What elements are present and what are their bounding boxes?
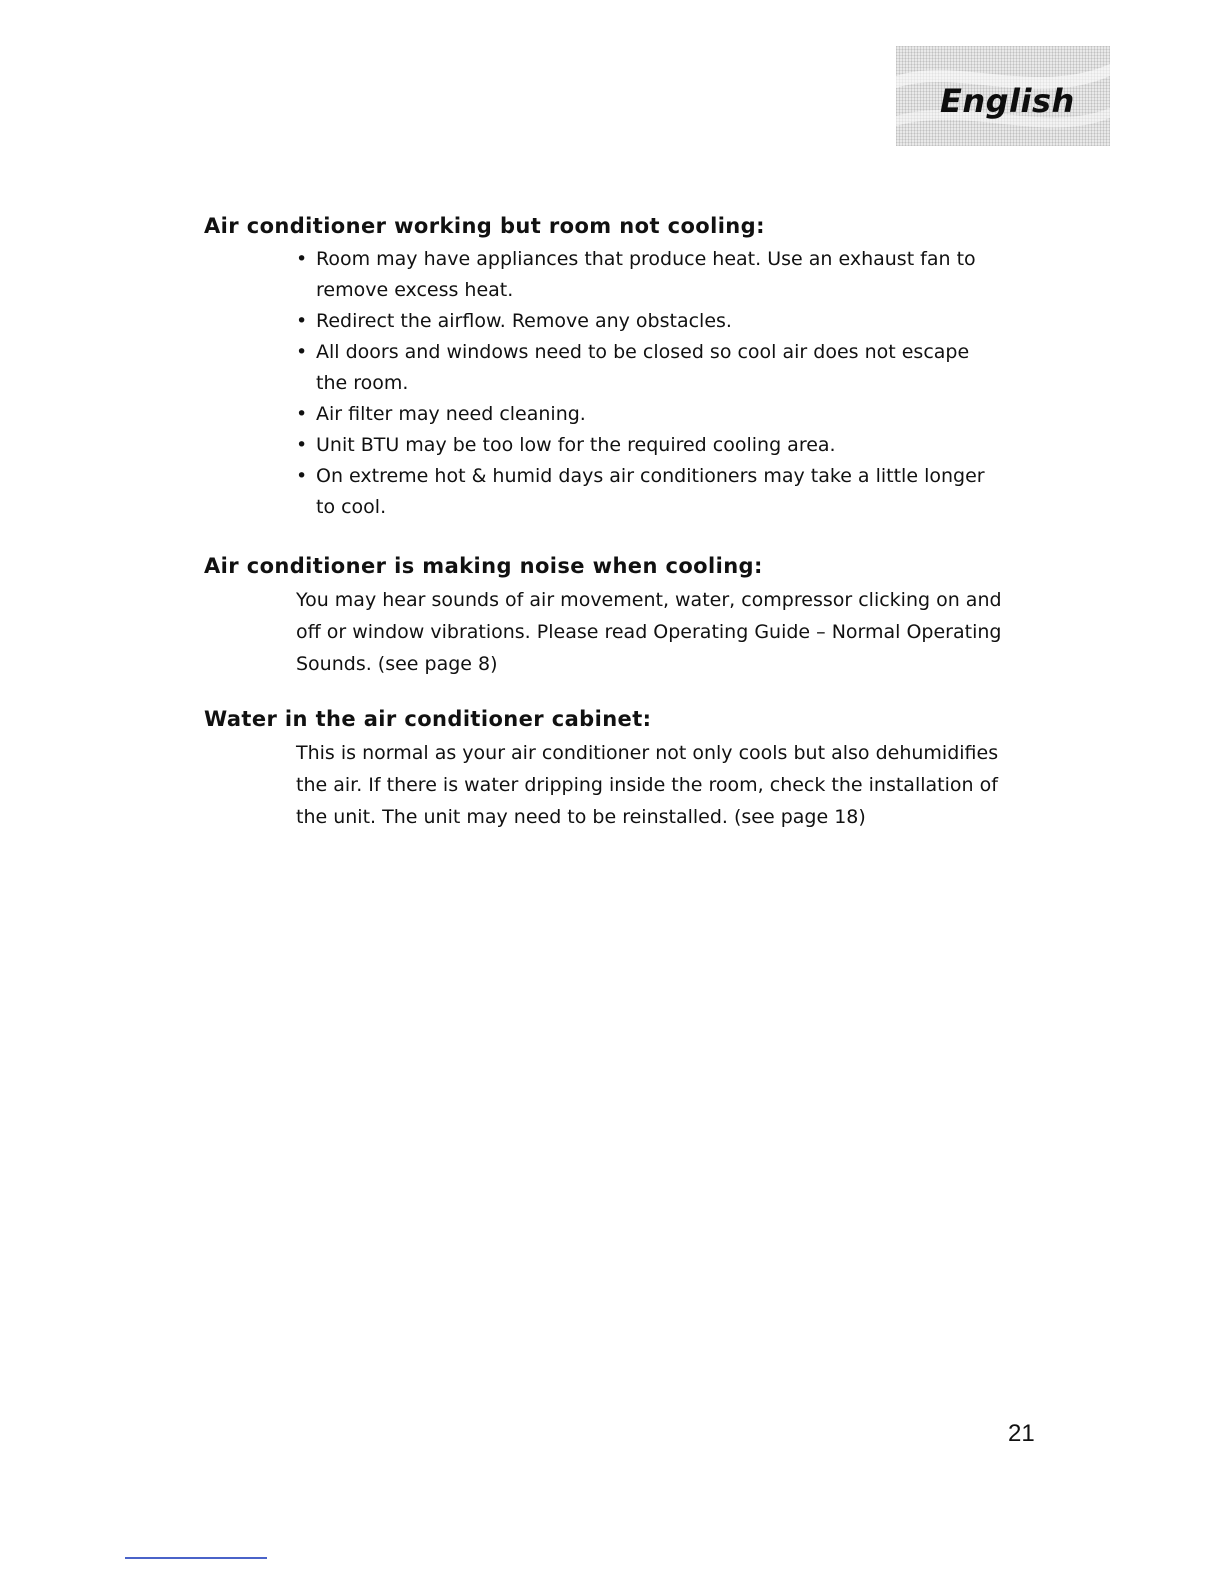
- bullet-list: [204, 244, 1044, 523]
- bullet-icon: •: [296, 341, 308, 363]
- section-heading: Water in the air conditioner cabinet:: [204, 707, 652, 731]
- section-heading: Air conditioner working but room not cooling:: [204, 214, 765, 238]
- section-body: This is normal as your air conditioner not only cools but also dehumidifies the air. If there is water dripping inside the room, check the installation of the unit. The unit may need to be reinstalled. (see page 18): [296, 742, 999, 828]
- language-label: English: [940, 82, 1075, 120]
- bullet-icon: •: [296, 434, 308, 456]
- bullet-icon: •: [296, 403, 308, 425]
- page-number: 21: [1008, 1420, 1035, 1447]
- language-tab: [896, 46, 1110, 146]
- list-item: • On extreme hot & humid days air conditioners may take a little longer to cool.: [296, 461, 996, 523]
- bullet-icon: •: [296, 248, 308, 270]
- bullet-icon: •: [296, 310, 308, 332]
- section-noise-when-cooling: [204, 552, 1044, 680]
- list-item: • Air filter may need cleaning.: [296, 399, 996, 430]
- bullet-icon: •: [296, 465, 308, 487]
- list-item: • All doors and windows need to be closed so cool air does not escape the room.: [296, 337, 996, 399]
- section-body: You may hear sounds of air movement, water, compressor clicking on and off or window vibrations. Please read Operating Guide – Normal Operating Sounds. (see page 8): [296, 589, 1002, 675]
- list-item: • Redirect the airflow. Remove any obstacles.: [296, 306, 996, 337]
- list-item: • Room may have appliances that produce heat. Use an exhaust fan to remove excess heat.: [296, 244, 996, 306]
- section-room-not-cooling: [204, 212, 1044, 523]
- footer-divider: [125, 1557, 267, 1559]
- list-item: • Unit BTU may be too low for the required cooling area.: [296, 430, 996, 461]
- section-water-in-cabinet: [204, 705, 1044, 833]
- section-heading: Air conditioner is making noise when cooling:: [204, 554, 763, 578]
